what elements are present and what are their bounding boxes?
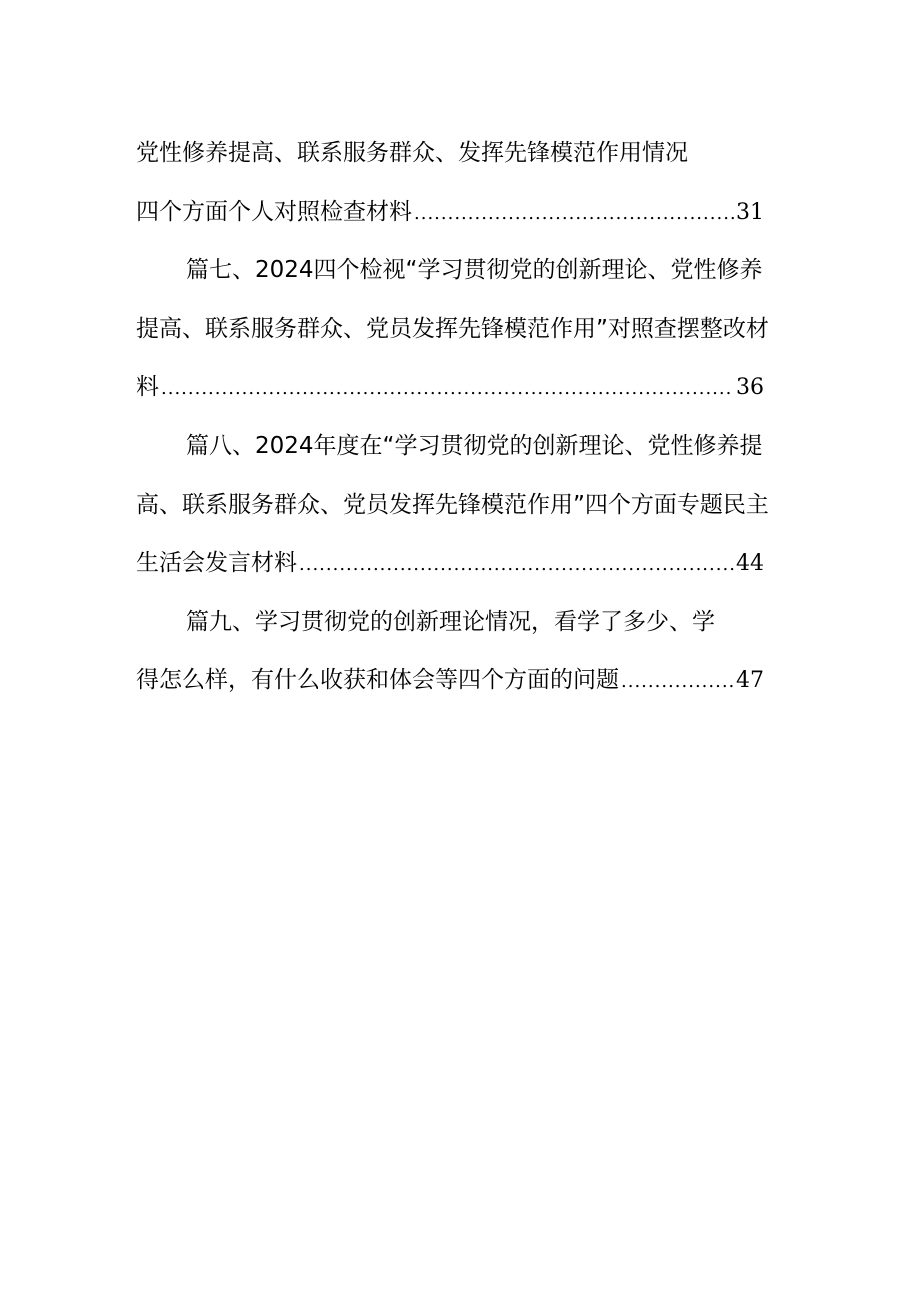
- toc-entry-line: [136, 593, 788, 652]
- toc-entry-text: 党性修养提高、联系服务群众、发挥先锋模范作用情况: [136, 140, 688, 166]
- toc-entry-text: 篇九、学习贯彻党的创新理论情况，看学了多少、学: [186, 608, 715, 635]
- toc-entry-text: 篇七、2024四个检视“学习贯彻党的创新理论、党性修养: [186, 257, 763, 284]
- page-number: 47: [736, 668, 764, 694]
- toc-entry-line: [136, 183, 788, 242]
- toc-entry[interactable]: [136, 593, 788, 710]
- toc-entry-text: 生活会发言材料: [136, 550, 297, 577]
- toc-entry-line: [136, 241, 788, 300]
- toc-entry-text: 得怎么样，有什么收获和体会等四个方面的问题: [136, 667, 619, 694]
- dot-leader: [299, 536, 734, 593]
- toc-entry-text: 篇八、2024年度在“学习贯彻党的创新理论、党性修养提: [186, 432, 763, 459]
- toc-entry-text: 高、联系服务群众、党员发挥先锋模范作用”四个方面专题民主: [136, 491, 769, 518]
- toc-entry-text: 料: [136, 374, 159, 401]
- toc-entry-line: [136, 417, 788, 476]
- toc-entry[interactable]: [136, 417, 788, 593]
- dot-leader: [621, 653, 734, 710]
- toc-entry-text: 提高、联系服务群众、党员发挥先锋模范作用”对照查摆整改材: [136, 315, 769, 342]
- dot-leader: [414, 185, 734, 242]
- page-number: 36: [736, 375, 764, 401]
- toc-entry[interactable]: [136, 241, 788, 417]
- toc-entry-line: [136, 476, 788, 535]
- toc-entry-line: [136, 534, 788, 593]
- toc-entry-line: [136, 651, 788, 710]
- toc-entry-line: [136, 124, 788, 183]
- page-number: 31: [736, 199, 764, 225]
- page-number: 44: [736, 551, 764, 577]
- table-of-contents: [136, 124, 788, 710]
- toc-entry-text: 四个方面个人对照检查材料: [136, 198, 412, 225]
- dot-leader: [161, 360, 734, 417]
- toc-entry-line: [136, 358, 788, 417]
- toc-entry-line: [136, 300, 788, 359]
- toc-entry[interactable]: [136, 124, 788, 241]
